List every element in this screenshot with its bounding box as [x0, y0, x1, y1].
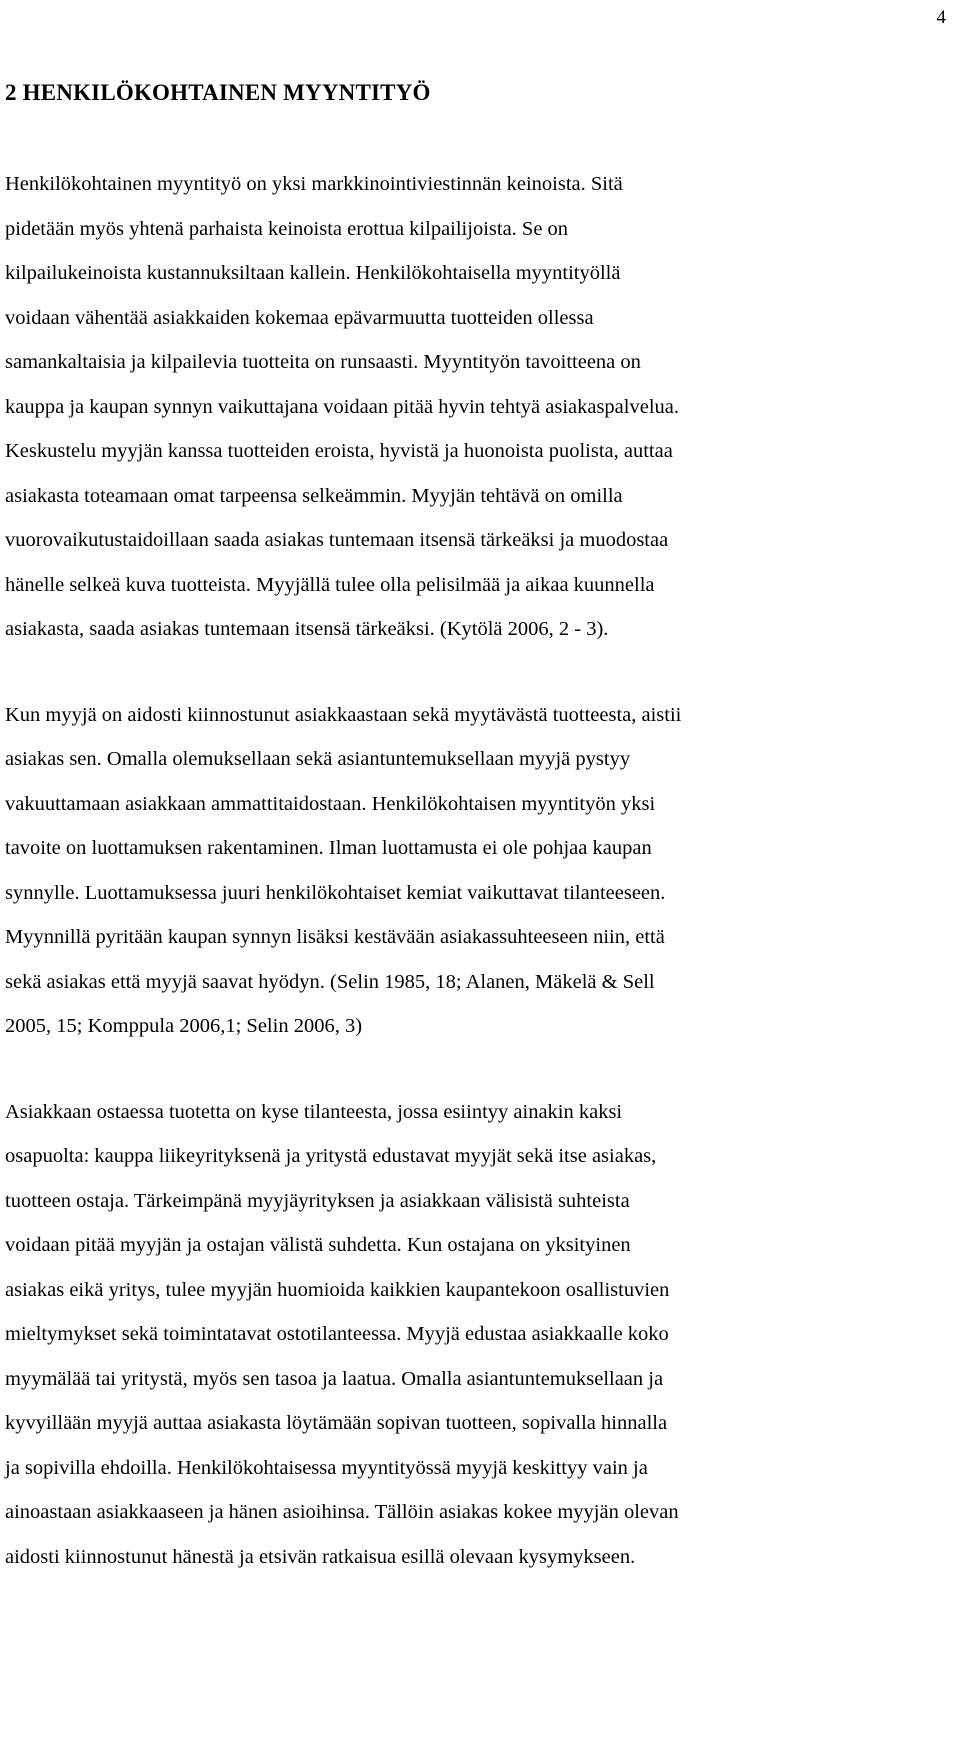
text-line: aidosti kiinnostunut hänestä ja etsivän ratkaisua esillä olevaan kysymykseen.	[5, 1545, 636, 1568]
text-line: osapuolta: kauppa liikeyrityksenä ja yritystä edustavat myyjät sekä itse asiakas,	[5, 1145, 657, 1167]
text-line: samankaltaisia ja kilpailevia tuotteita on runsaasti. Myyntityön tavoitteena on	[5, 351, 641, 373]
text-line: Myynnillä pyritään kaupan synnyn lisäksi kestävään asiakassuhteeseen niin, että	[5, 926, 665, 948]
text-line: myymälää tai yritystä, myös sen tasoa ja laatua. Omalla asiantuntemuksellaan ja	[5, 1367, 664, 1390]
page-number: 4	[936, 7, 946, 28]
body-text	[5, 162, 943, 1579]
text-line: Keskustelu myyjän kanssa tuotteiden eroista, hyvistä ja huonoista puolista, auttaa	[5, 440, 673, 462]
text-line: Kun myyjä on aidosti kiinnostunut asiakkaastaan sekä myytävästä tuotteesta, aistii	[5, 703, 682, 726]
text-line: kauppa ja kaupan synnyn vaikuttajana voidaan pitää hyvin tehtyä asiakaspalvelua.	[5, 395, 679, 418]
text-line: asiakasta, saada asiakas tuntemaan itsensä tärkeäksi. (Kytölä 2006, 2 - 3).	[5, 618, 609, 640]
text-line: Asiakkaan ostaessa tuotetta on kyse tilanteesta, jossa esiintyy ainakin kaksi	[5, 1100, 623, 1123]
text-line: sekä asiakas että myyjä saavat hyödyn. (Selin 1985, 18; Alanen, Mäkelä & Sell	[5, 970, 655, 993]
text-line: hänelle selkeä kuva tuotteista. Myyjällä tulee olla pelisilmää ja aikaa kuunnella	[5, 573, 655, 596]
text-line: 2005, 15; Komppula 2006,1; Selin 2006, 3)	[5, 1015, 363, 1037]
text-line: tavoite on luottamuksen rakentaminen. Ilman luottamusta ei ole pohjaa kaupan	[5, 837, 652, 859]
text-line: kilpailukeinoista kustannuksiltaan kallein. Henkilökohtaisella myyntityöllä	[5, 262, 621, 284]
text-line: ja sopivilla ehdoilla. Henkilökohtaisessa myyntityössä myyjä keskittyy vain ja	[5, 1456, 648, 1479]
text-line: asiakas eikä yritys, tulee myyjän huomioida kaikkien kaupantekoon osallistuvien	[5, 1278, 670, 1301]
text-line: tuotteen ostaja. Tärkeimpänä myyjäyrityksen ja asiakkaan välisistä suhteista	[5, 1189, 630, 1212]
text-line: vakuuttamaan asiakkaan ammattitaidostaan. Henkilökohtaisen myyntityön yksi	[5, 792, 656, 815]
text-line: pidetään myös yhtenä parhaista keinoista erottua kilpailijoista. Se on	[5, 217, 569, 240]
text-line: asiakasta toteamaan omat tarpeensa selkeämmin. Myyjän tehtävä on omilla	[5, 484, 623, 507]
text-line: voidaan vähentää asiakkaiden kokemaa epävarmuutta tuotteiden ollessa	[5, 306, 594, 329]
paragraph-3	[5, 1090, 943, 1580]
text-line: voidaan pitää myyjän ja ostajan välistä suhdetta. Kun ostajana on yksityinen	[5, 1234, 631, 1256]
section-heading: 2 HENKILÖKOHTAINEN MYYNTITYÖ	[5, 80, 431, 105]
text-line: Henkilökohtainen myyntityö on yksi markkinointiviestinnän keinoista. Sitä	[5, 173, 623, 195]
text-line: mieltymykset sekä toimintatavat ostotilanteessa. Myyjä edustaa asiakkaalle koko	[5, 1323, 669, 1345]
paragraph-1	[5, 162, 943, 652]
text-line: vuorovaikutustaidoillaan saada asiakas tuntemaan itsensä tärkeäksi ja muodostaa	[5, 529, 669, 551]
paragraph-2	[5, 693, 943, 1049]
text-line: kyvyillään myyjä auttaa asiakasta löytämään sopivan tuotteen, sopivalla hinnalla	[5, 1412, 668, 1434]
text-line: ainoastaan asiakkaaseen ja hänen asioihinsa. Tällöin asiakas kokee myyjän olevan	[5, 1501, 679, 1523]
text-line: asiakas sen. Omalla olemuksellaan sekä asiantuntemuksellaan myyjä pystyy	[5, 748, 631, 770]
text-line: synnylle. Luottamuksessa juuri henkilökohtaiset kemiat vaikuttavat tilanteeseen.	[5, 881, 666, 904]
